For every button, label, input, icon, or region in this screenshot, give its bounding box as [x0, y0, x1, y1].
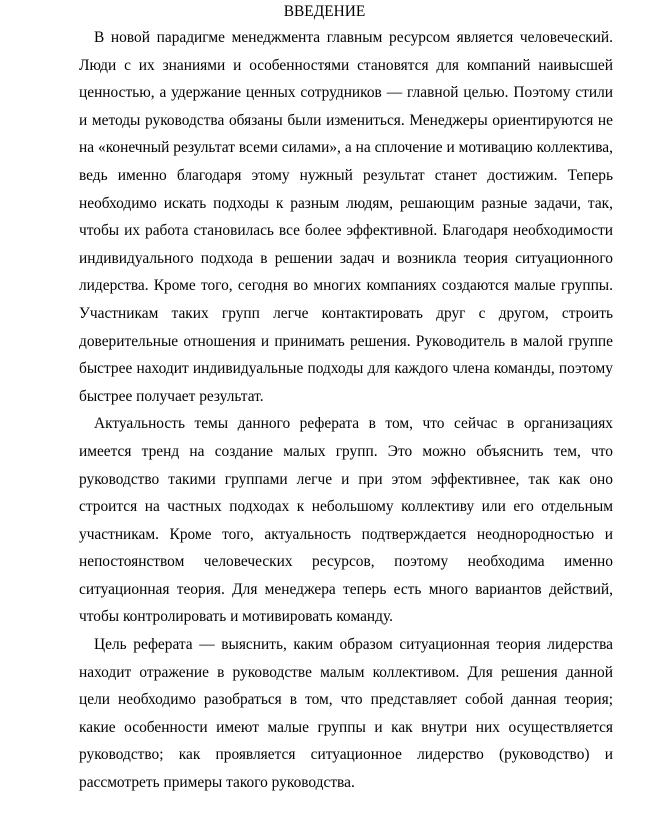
- paragraph-intro: В новой парадигме менеджмента главным ресурсом является человеческий. Люди с их знаниями и особенностями становятся для компаний наивысшей ценностью, а удержание ценных сотрудников — главной целью. Поэтому стили и методы руководства обязаны были измениться. Менеджеры ориентируются не на «конечный результат всеми силами», а на сплочение и мотивацию коллектива, ведь именно благодаря этому нужный результат станет достижим. Теперь необходимо искать подходы к разным людям, решающим разные задачи, так, чтобы их работа становилась все более эффективной. Благодаря необходимости индивидуального подхода в решении задач и возникла теория ситуационного лидерства. Кроме того, сегодня во многих компаниях создаются малые группы. Участникам таких групп легче контактировать друг с другом, строить доверительные отношения и принимать решения. Руководитель в малой группе быстрее находит индивидуальные подходы для каждого члена команды, поэтому быстрее получает результат.: [79, 29, 613, 405]
- document-body: [79, 24, 613, 797]
- paragraph-goal: Цель реферата — выяснить, каким образом ситуационная теория лидерства находит отражение в руководстве малым коллективом. Для решения данной цели необходимо разобраться в том, что представляет собой данная теория; какие особенности имеют малые группы и как внутри них осуществляется руководство; как проявляется ситуационное лидерство (руководство) и рассмотреть примеры такого руководства.: [79, 636, 613, 792]
- paragraph-relevance: Актуальность темы данного реферата в том, что сейчас в организациях имеется тренд на создание малых групп. Это можно объяснить тем, что руководство такими группами легче и при этом эффективнее, так как оно строится на частных подходах к небольшому коллективу или его отдельным участникам. Кроме того, актуальность подтверждается неоднородностью и непостоянством человеческих ресурсов, поэтому необходима именно ситуационная теория. Для менеджера теперь есть много вариантов действий, чтобы контролировать и мотивировать команду.: [79, 415, 613, 626]
- document-title: ВВЕДЕНИЕ: [283, 3, 366, 20]
